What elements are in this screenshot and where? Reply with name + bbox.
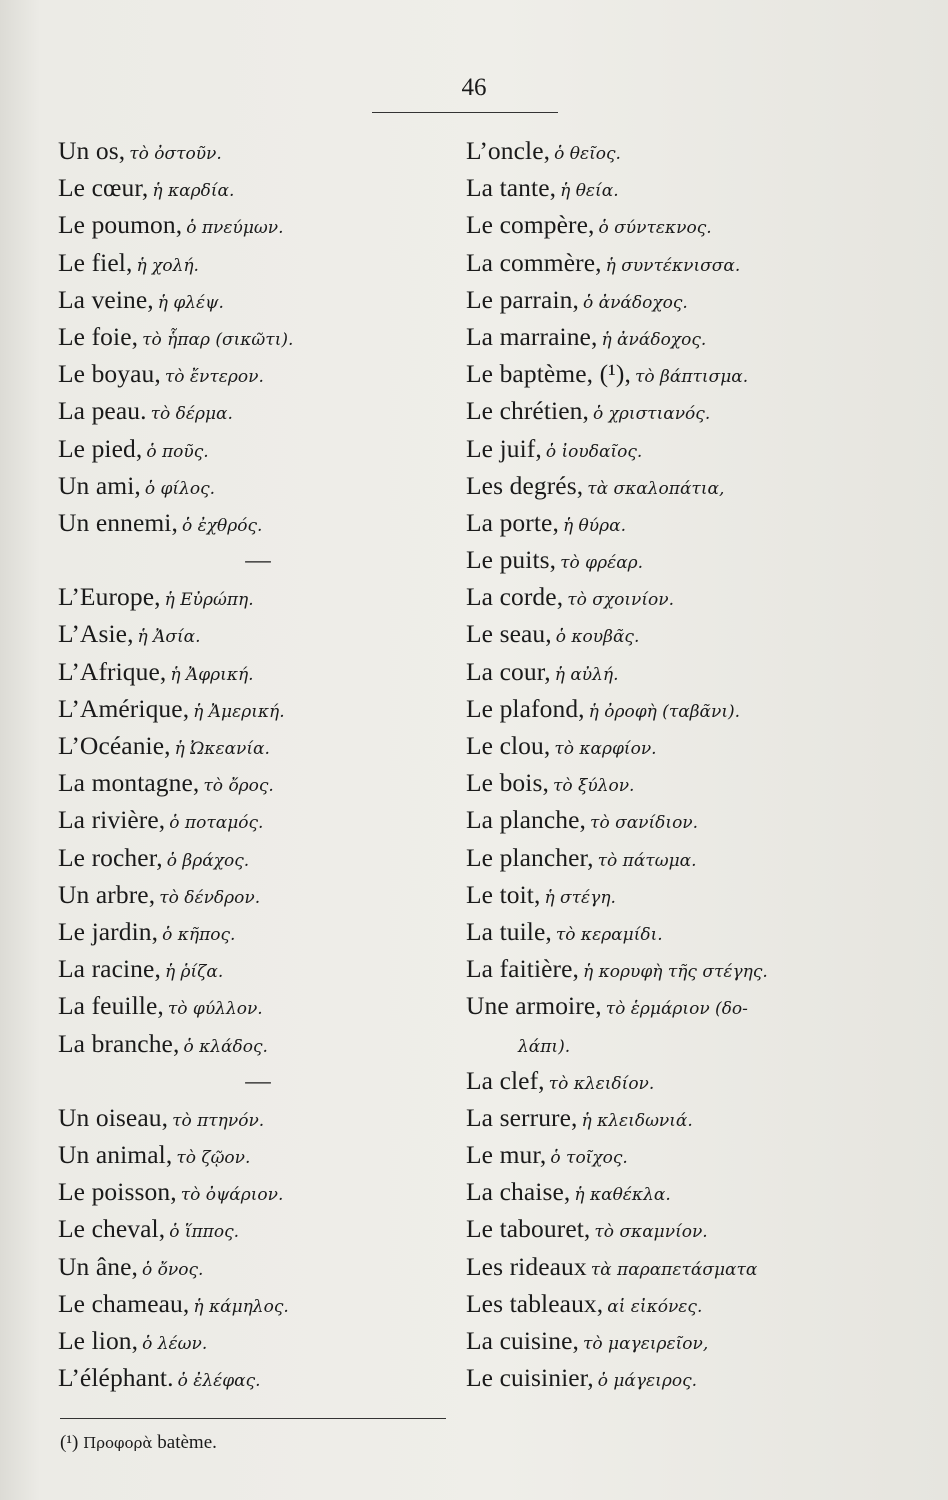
greek-translation: τὸ ἑρμάριον (δο- [605, 999, 748, 1020]
french-word: Le toit, [466, 879, 541, 909]
french-word: Le rocher, [58, 842, 163, 872]
vocabulary-entry [58, 504, 458, 541]
right-column [466, 132, 886, 1396]
vocabulary-entry [466, 1210, 886, 1247]
greek-translation: τὸ σανίδιον. [590, 813, 699, 834]
french-word: L’Afrique, [58, 656, 167, 686]
greek-translation: ὁ μάγειρος. [597, 1371, 698, 1392]
section-separator [58, 1062, 458, 1099]
french-word: L’Europe, [58, 582, 161, 612]
vocabulary-entry [466, 1285, 886, 1322]
greek-translation: ὁ λέων. [142, 1334, 208, 1354]
vocabulary-entry [466, 727, 886, 764]
vocabulary-entry [466, 1173, 886, 1210]
greek-translation: τὰ παραπετάσματα [590, 1259, 758, 1280]
french-word: Le compère, [466, 210, 595, 240]
french-word: Le pied, [58, 433, 143, 463]
french-word: La commère, [466, 247, 602, 277]
french-word: Un ennemi, [58, 507, 178, 537]
greek-translation: ὁ βράχος. [166, 850, 250, 871]
french-word: Le plancher, [466, 842, 594, 872]
french-word: La tante, [466, 173, 557, 203]
vocabulary-entry [58, 839, 458, 876]
greek-translation: τὸ σκαμνίον. [594, 1222, 708, 1243]
greek-translation: ὁ ποταμός. [169, 813, 264, 834]
french-word: L’oncle, [466, 136, 551, 165]
greek-translation: τὸ ὀψάριον. [180, 1185, 284, 1206]
greek-translation: τὸ ἔντερον. [164, 367, 264, 388]
greek-translation: τὸ βάπτισμα. [635, 367, 749, 388]
french-word: La peau. [58, 396, 147, 426]
french-word: La cour, [466, 656, 551, 686]
vocabulary-entry [58, 467, 458, 504]
vocabulary-entry [58, 1322, 458, 1359]
french-word: La serrure, [466, 1102, 578, 1132]
greek-translation: ἡ Ἀσία. [137, 627, 201, 648]
greek-translation: αἱ εἰκόνες. [607, 1296, 703, 1317]
greek-translation: ἡ καθέκλα. [574, 1185, 671, 1206]
greek-translation: τὸ ζῷον. [176, 1148, 251, 1169]
greek-translation: ὁ φίλος. [144, 478, 216, 499]
french-word: Le mur, [466, 1140, 547, 1170]
greek-translation: ὁ ὄνος. [142, 1259, 204, 1280]
french-word: La marraine, [466, 321, 598, 351]
vocabulary-entry [466, 913, 886, 950]
french-word: Le chrétien, [466, 396, 589, 426]
french-word: Le tabouret, [466, 1214, 591, 1244]
vocabulary-entry [58, 392, 458, 429]
vocabulary-entry [58, 1359, 458, 1396]
french-word: La planche, [466, 805, 587, 835]
greek-translation: ὁ σύντεκνος. [598, 218, 712, 239]
french-word: Un arbre, [58, 879, 156, 909]
footnote-greek: Προφορὰ [83, 1434, 153, 1452]
french-word: La faitière, [466, 954, 580, 984]
french-word: Le fiel, [58, 247, 133, 277]
vocabulary-entry [466, 244, 886, 281]
vocabulary-entry [466, 801, 886, 838]
vocabulary-entry [466, 467, 886, 504]
vocabulary-entry [466, 355, 886, 392]
greek-translation: τὸ ἧπαρ (σικῶτι). [142, 329, 294, 350]
vocabulary-entry [466, 392, 886, 429]
greek-translation: ἡ ὀροφὴ (ταβᾶνι). [588, 701, 741, 722]
greek-translation: ὁ κουβᾶς. [555, 627, 640, 648]
page-number: 46 [461, 74, 487, 101]
greek-translation: τὸ καρφίον. [554, 739, 657, 759]
greek-translation: τὰ σκαλοπάτια, [587, 478, 725, 499]
french-word: Le cœur, [58, 173, 149, 203]
vocabulary-entry [466, 169, 886, 206]
vocabulary-entry [58, 1136, 458, 1173]
vocabulary-entry [466, 653, 886, 690]
vocabulary-entry [58, 876, 458, 913]
vocabulary-entry [58, 1210, 458, 1247]
vocabulary-entry [58, 244, 458, 281]
french-word: Un oiseau, [58, 1102, 169, 1132]
vocabulary-entry [58, 355, 458, 392]
greek-translation: τὸ φρέαρ. [560, 553, 644, 574]
french-word: La branche, [58, 1028, 180, 1058]
vocabulary-entry [58, 987, 458, 1024]
footnote-rule [60, 1418, 446, 1419]
greek-translation: ὁ κῆπος. [162, 924, 236, 945]
greek-translation: ἡ Ὠκεανία. [174, 739, 270, 759]
french-word: Le cuisinier, [466, 1363, 594, 1393]
greek-translation: ἡ Ἀμερική. [193, 701, 285, 722]
vocabulary-entry [466, 615, 886, 652]
french-word: Le foie, [58, 321, 139, 351]
vocabulary-entry [58, 169, 458, 206]
greek-translation: ὁ πνεύμων. [186, 218, 284, 239]
vocabulary-entry [58, 1173, 458, 1210]
french-word: Un animal, [58, 1140, 173, 1170]
greek-translation: τὸ σχοινίον. [567, 590, 675, 611]
vocabulary-entry [466, 541, 886, 578]
french-word: Un os, [58, 136, 126, 165]
french-word: La chaise, [466, 1177, 571, 1207]
greek-translation: ὁ ἵππος. [169, 1222, 239, 1243]
vocabulary-entry [58, 801, 458, 838]
french-word: — [245, 1065, 271, 1095]
french-word: Le chameau, [58, 1288, 190, 1318]
footnote-mark: (¹) [60, 1432, 79, 1453]
french-word: La tuile, [466, 916, 552, 946]
french-word: Le seau, [466, 619, 552, 649]
vocabulary-entry [466, 1248, 886, 1285]
greek-translation: ὁ ἐχθρός. [181, 515, 263, 536]
vocabulary-entry [466, 690, 886, 727]
greek-translation: ὁ χριστιανός. [592, 404, 711, 425]
greek-translation: τὸ πάτωμα. [597, 850, 697, 871]
greek-translation: ἡ θύρα. [562, 515, 626, 536]
vocabulary-entry [58, 318, 458, 355]
vocabulary-entry [58, 1285, 458, 1322]
footnote [60, 1432, 217, 1454]
french-word: Le clou, [466, 731, 551, 760]
vocabulary-entry [466, 876, 886, 913]
greek-translation: ἡ κορυφὴ τῆς στέγης. [583, 962, 768, 983]
vocabulary-entry [466, 1025, 886, 1062]
french-word: Le puits, [466, 545, 557, 575]
french-word: Le plafond, [466, 693, 585, 723]
vocabulary-entry [466, 1322, 886, 1359]
vocabulary-entry [58, 727, 458, 764]
greek-translation: τὸ κεραμίδι. [555, 924, 663, 945]
greek-translation: ἡ Ἀφρική. [170, 664, 254, 685]
vocabulary-entry [466, 1062, 886, 1099]
vocabulary-entry [466, 1136, 886, 1173]
section-separator [58, 541, 458, 578]
greek-translation: ὁ ἀνάδοχος. [582, 292, 688, 313]
vocabulary-entry [58, 281, 458, 318]
vocabulary-entry [58, 950, 458, 987]
vocabulary-entry [466, 1359, 886, 1396]
greek-translation: τὸ ὄρος. [203, 776, 274, 797]
vocabulary-entry [466, 764, 886, 801]
vocabulary-entry [466, 950, 886, 987]
greek-translation: τὸ μαγειρεῖον, [582, 1334, 709, 1354]
vocabulary-entry [58, 1025, 458, 1062]
greek-translation: τὸ δέρμα. [150, 404, 233, 425]
greek-translation: ἡ συντέκνισσα. [605, 255, 741, 276]
footnote-french: batème. [157, 1432, 217, 1453]
french-word: Les tableaux, [466, 1288, 604, 1318]
greek-translation: τὸ πτηνόν. [172, 1110, 265, 1131]
french-word: Une armoire, [466, 991, 602, 1021]
french-word: La cuisine, [466, 1326, 579, 1355]
greek-translation: ὁ ἐλέφας. [177, 1371, 261, 1392]
vocabulary-entry [58, 1248, 458, 1285]
greek-translation: ἡ αὐλή. [554, 664, 619, 685]
greek-translation: ἡ κάμηλος. [193, 1296, 289, 1317]
french-word: Le baptème, (¹), [466, 359, 631, 389]
french-word: Le bois, [466, 768, 549, 798]
vocabulary-entry [466, 430, 886, 467]
left-column [58, 132, 458, 1396]
vocabulary-entry [58, 653, 458, 690]
greek-translation: ἡ ἀνάδοχος. [601, 329, 707, 350]
vocabulary-entry [58, 578, 458, 615]
french-word: Le lion, [58, 1326, 139, 1355]
vocabulary-entry [466, 987, 886, 1024]
greek-translation: τὸ δένδρον. [159, 887, 261, 908]
french-word: Le poisson, [58, 1177, 177, 1207]
french-word: La clef, [466, 1065, 545, 1095]
french-word: Le cheval, [58, 1214, 166, 1244]
vocabulary-entry [58, 764, 458, 801]
vocabulary-entry [466, 578, 886, 615]
vocabulary-entry [466, 318, 886, 355]
greek-translation: ἡ ῥίζα. [164, 962, 224, 983]
french-word: Les degrés, [466, 470, 584, 500]
vocabulary-entry [466, 504, 886, 541]
french-word: La rivière, [58, 805, 166, 835]
greek-translation: ἡ Εὐρώπη. [164, 590, 254, 611]
french-word: Le poumon, [58, 210, 183, 240]
vocabulary-entry [466, 132, 886, 169]
french-word: Les rideaux [466, 1251, 587, 1281]
greek-translation: ὁ ποῦς. [146, 441, 209, 462]
french-word: — [245, 545, 271, 575]
greek-translation: λάπι). [518, 1036, 571, 1057]
french-word: La racine, [58, 954, 161, 984]
greek-translation: τὸ φύλλον. [167, 999, 263, 1020]
french-word: Le parrain, [466, 284, 579, 314]
greek-translation: ἡ στέγη. [544, 887, 616, 908]
vocabulary-entry [466, 839, 886, 876]
header-rule [372, 112, 558, 113]
french-word: Un ami, [58, 470, 141, 500]
greek-translation: ὁ ἰουδαῖος. [545, 441, 643, 462]
french-word: La porte, [466, 507, 559, 537]
french-word: L’Amérique, [58, 693, 190, 723]
greek-translation: ὁ θεῖος. [554, 144, 621, 164]
vocabulary-entry [466, 1099, 886, 1136]
greek-translation: ἡ κλειδωνιά. [581, 1110, 693, 1131]
french-word: L’éléphant. [58, 1363, 174, 1393]
vocabulary-entry [58, 913, 458, 950]
greek-translation: ὁ τοῖχος. [550, 1148, 628, 1169]
vocabulary-entry [58, 1099, 458, 1136]
french-word: Un âne, [58, 1251, 139, 1281]
greek-translation: ἡ θεία. [560, 181, 619, 202]
vocabulary-entry [58, 690, 458, 727]
greek-translation: τὸ ὀστοῦν. [129, 144, 222, 164]
greek-translation: ὁ κλάδος. [183, 1036, 268, 1057]
french-word: La feuille, [58, 991, 164, 1021]
vocabulary-entry [58, 132, 458, 169]
vocabulary-entry [58, 206, 458, 243]
greek-translation: τὸ ξύλον. [552, 776, 635, 797]
vocabulary-entry [58, 615, 458, 652]
greek-translation: ἡ χολή. [136, 255, 199, 276]
vocabulary-entry [58, 430, 458, 467]
french-word: Le boyau, [58, 359, 161, 389]
french-word: L’Asie, [58, 619, 134, 649]
vocabulary-entry [466, 281, 886, 318]
vocabulary-entry [466, 206, 886, 243]
greek-translation: ἡ φλέψ. [157, 292, 224, 313]
french-word: Le jardin, [58, 916, 159, 946]
greek-translation: τὸ κλειδίον. [548, 1073, 655, 1094]
greek-translation: ἡ καρδία. [152, 181, 235, 202]
french-word: La montagne, [58, 768, 200, 798]
french-word: La corde, [466, 582, 564, 612]
french-word: L’Océanie, [58, 731, 171, 760]
french-word: Le juif, [466, 433, 542, 463]
french-word: La veine, [58, 284, 154, 314]
